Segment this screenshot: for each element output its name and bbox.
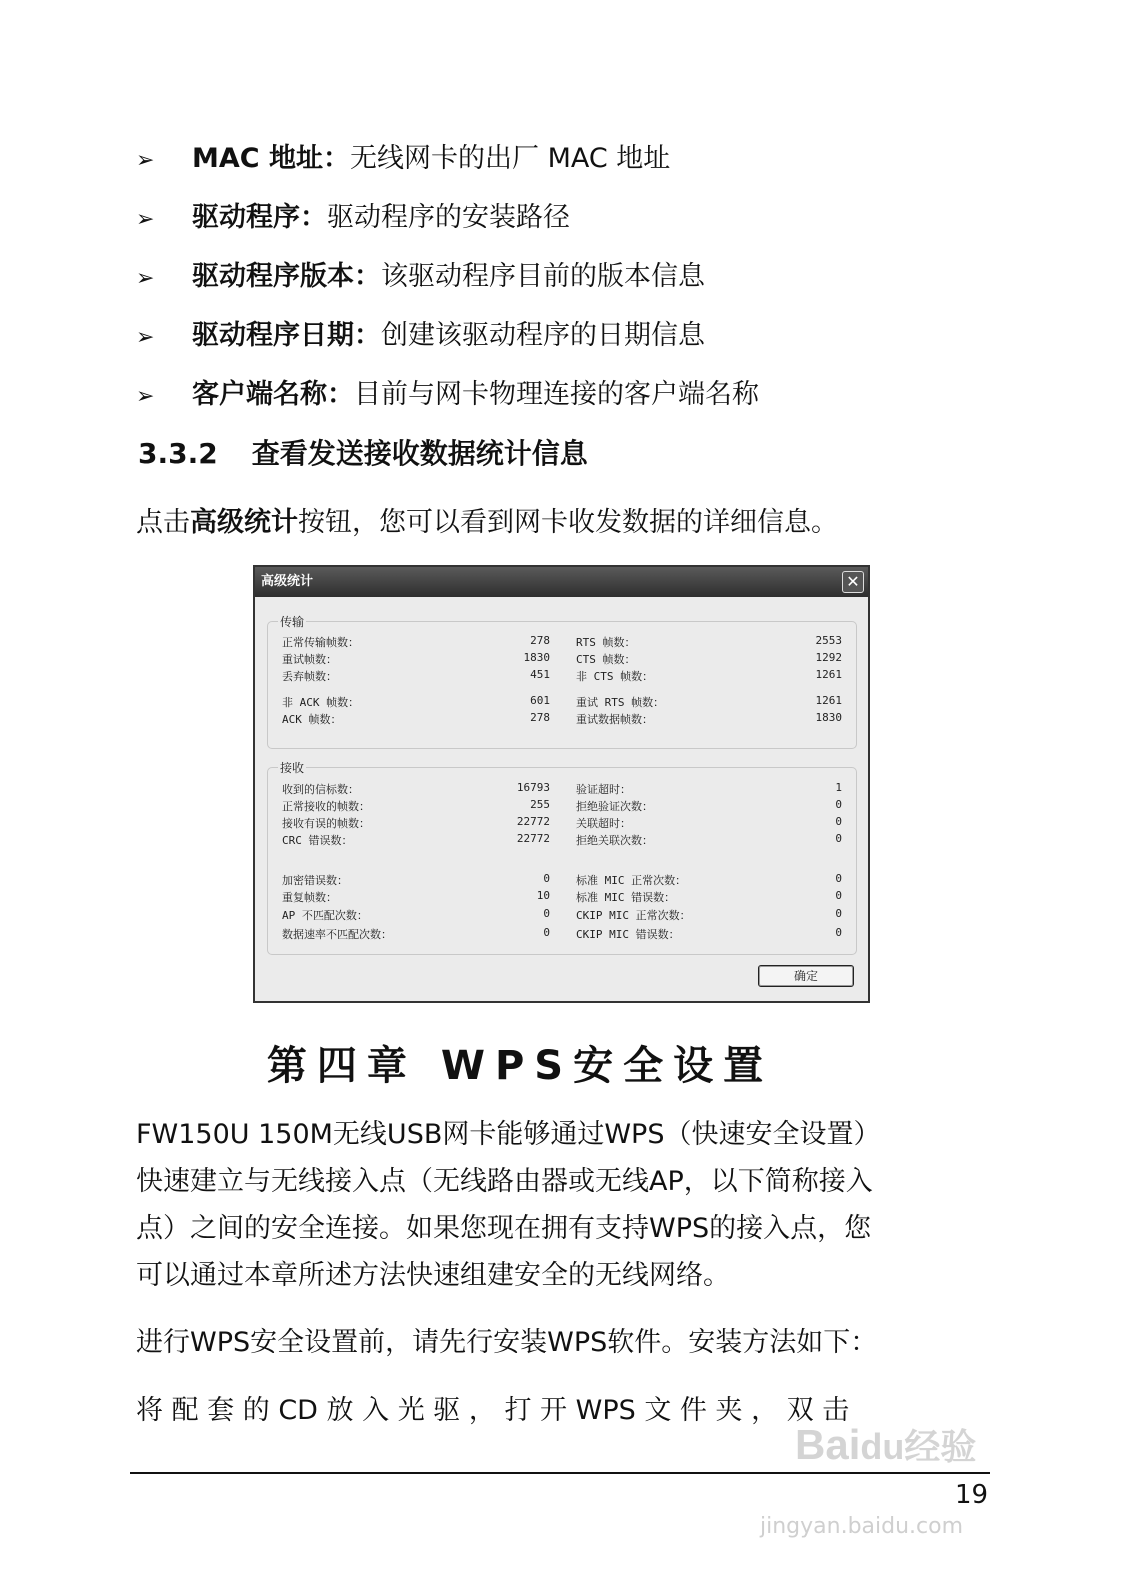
stat-label: 关联超时： — [576, 817, 631, 830]
bullet-desc: 驱动程序的安装路径 — [327, 202, 570, 233]
bullet-desc: 创建该驱动程序的日期信息 — [381, 320, 705, 351]
stat-label: 拒绝验证次数： — [576, 800, 653, 813]
stat-label: 标准 MIC 错误数： — [576, 891, 676, 904]
paragraph-line: FW150U 150M无线USB网卡能够通过WPS（快速安全设置） — [136, 1119, 881, 1150]
stat-label: 数据速率不匹配次数： — [282, 928, 392, 941]
stat-label: 丢弃帧数： — [282, 670, 337, 683]
stat-label: 重复帧数： — [282, 891, 337, 904]
bullet-term: 客户端名称： — [192, 379, 354, 410]
stat-value: 1292 — [815, 651, 842, 664]
intro-pre: 点击 — [136, 507, 190, 538]
stat-value: 1261 — [815, 668, 842, 681]
paragraph-line: 将 配 套 的 CD 放 入 光 驱 ， 打 开 WPS 文 件 夹 ， 双 击 — [136, 1395, 850, 1426]
bullet-item — [136, 372, 759, 411]
receive-group — [267, 761, 857, 955]
stat-label: 拒绝关联次数： — [576, 834, 653, 847]
stat-value: 0 — [543, 926, 550, 939]
stat-value: 451 — [530, 668, 550, 681]
paragraph-line: 快速建立与无线接入点（无线路由器或无线AP，以下简称接入 — [136, 1166, 873, 1197]
stat-row — [268, 907, 856, 923]
dialog-title-bar — [255, 567, 868, 597]
stat-label: CKIP MIC 错误数： — [576, 928, 680, 941]
stat-row — [268, 651, 856, 667]
bullet-arrow-icon: ➢ — [136, 384, 155, 409]
stat-value: 0 — [543, 872, 550, 885]
stat-value: 2553 — [815, 634, 842, 647]
paragraph-line: 进行WPS安全设置前，请先行安装WPS软件。安装方法如下： — [136, 1327, 878, 1358]
bullet-arrow-icon: ➢ — [136, 266, 155, 291]
stat-value: 1261 — [815, 694, 842, 707]
stat-label: ACK 帧数： — [282, 713, 342, 726]
bullet-term: MAC 地址： — [192, 143, 350, 174]
ok-button[interactable]: 确定 — [758, 965, 854, 987]
transmit-group — [267, 615, 857, 749]
stat-value: 16793 — [516, 781, 550, 794]
stat-label: 非 CTS 帧数： — [576, 670, 654, 683]
stat-label: 加密错误数： — [282, 874, 348, 887]
footer-rule — [130, 1472, 990, 1474]
stat-label: CKIP MIC 正常次数： — [576, 909, 691, 922]
stat-value: 1830 — [815, 711, 842, 724]
watermark-url: jingyan.baidu.com — [760, 1514, 964, 1539]
section-heading — [138, 432, 588, 472]
stat-value: 10 — [536, 889, 550, 902]
bullet-term: 驱动程序日期： — [192, 320, 381, 351]
page-number: 19 — [955, 1480, 989, 1510]
stat-row — [268, 815, 856, 831]
stat-label: AP 不匹配次数： — [282, 909, 368, 922]
stat-row — [268, 694, 856, 710]
stat-value: 22772 — [516, 815, 550, 828]
stat-row — [268, 889, 856, 905]
stat-value: 0 — [835, 798, 842, 811]
stat-value: 0 — [835, 889, 842, 902]
bullet-term: 驱动程序版本： — [192, 261, 381, 292]
bullet-desc: 无线网卡的出厂 MAC 地址 — [349, 143, 671, 174]
stat-value: 278 — [530, 634, 550, 647]
stat-label: 重试数据帧数： — [576, 713, 653, 726]
intro-post: 按钮，您可以看到网卡收发数据的详细信息。 — [298, 507, 838, 538]
stat-value: 0 — [543, 907, 550, 920]
stat-label: 正常接收的帧数： — [282, 800, 370, 813]
stat-value: 255 — [530, 798, 550, 811]
section-number: 3.3.2 — [138, 437, 218, 470]
stat-value: 0 — [835, 815, 842, 828]
stat-row — [268, 926, 856, 942]
close-icon[interactable]: ✕ — [842, 571, 864, 593]
stat-label: 收到的信标数： — [282, 783, 359, 796]
bullet-desc: 该驱动程序目前的版本信息 — [381, 261, 705, 292]
watermark-logo: Baidu经验 — [795, 1421, 977, 1468]
section-title: 查看发送接收数据统计信息 — [251, 437, 588, 470]
stat-label: 重试帧数： — [282, 653, 337, 666]
stat-row — [268, 832, 856, 848]
chapter-title: 第四章 WPS安全设置 — [266, 1043, 774, 1089]
bullet-desc: 目前与网卡物理连接的客户端名称 — [354, 379, 759, 410]
stat-value: 1 — [835, 781, 842, 794]
stat-label: 非 ACK 帧数： — [282, 696, 360, 709]
receive-legend: 接收 — [280, 761, 305, 775]
stat-label: 正常传输帧数： — [282, 636, 359, 649]
stat-value: 0 — [835, 832, 842, 845]
stat-value: 22772 — [516, 832, 550, 845]
stat-row — [268, 668, 856, 684]
paragraph-line: 可以通过本章所述方法快速组建安全的无线网络。 — [136, 1260, 730, 1291]
paragraph-line: 点）之间的安全连接。如果您现在拥有支持WPS的接入点，您 — [136, 1213, 872, 1244]
stat-row — [268, 798, 856, 814]
stat-row — [268, 711, 856, 727]
stat-row — [268, 872, 856, 888]
bullet-arrow-icon: ➢ — [136, 148, 155, 173]
bullet-item — [136, 313, 705, 352]
intro-bold: 高级统计 — [190, 507, 298, 538]
stat-label: CTS 帧数： — [576, 653, 636, 666]
stat-value: 601 — [530, 694, 550, 707]
stat-value: 0 — [835, 907, 842, 920]
bullet-arrow-icon: ➢ — [136, 207, 155, 232]
stat-row — [268, 781, 856, 797]
stat-label: 标准 MIC 正常次数： — [576, 874, 687, 887]
intro-paragraph — [136, 500, 838, 539]
stat-value: 1830 — [523, 651, 550, 664]
transmit-legend: 传输 — [280, 615, 305, 629]
dialog-title: 高级统计 — [261, 574, 314, 589]
bullet-term: 驱动程序： — [192, 202, 327, 233]
stat-value: 0 — [835, 926, 842, 939]
bullet-item — [136, 195, 570, 234]
bullet-arrow-icon: ➢ — [136, 325, 155, 350]
bullet-item — [136, 136, 670, 175]
stat-value: 278 — [530, 711, 550, 724]
bullet-item — [136, 254, 705, 293]
stat-label: RTS 帧数： — [576, 636, 636, 649]
stat-row — [268, 634, 856, 650]
stat-label: 验证超时： — [576, 783, 631, 796]
stat-label: 接收有误的帧数： — [282, 817, 370, 830]
stat-label: CRC 错误数： — [282, 834, 353, 847]
stat-value: 0 — [835, 872, 842, 885]
stat-label: 重试 RTS 帧数： — [576, 696, 665, 709]
advanced-stats-dialog — [253, 565, 870, 1003]
